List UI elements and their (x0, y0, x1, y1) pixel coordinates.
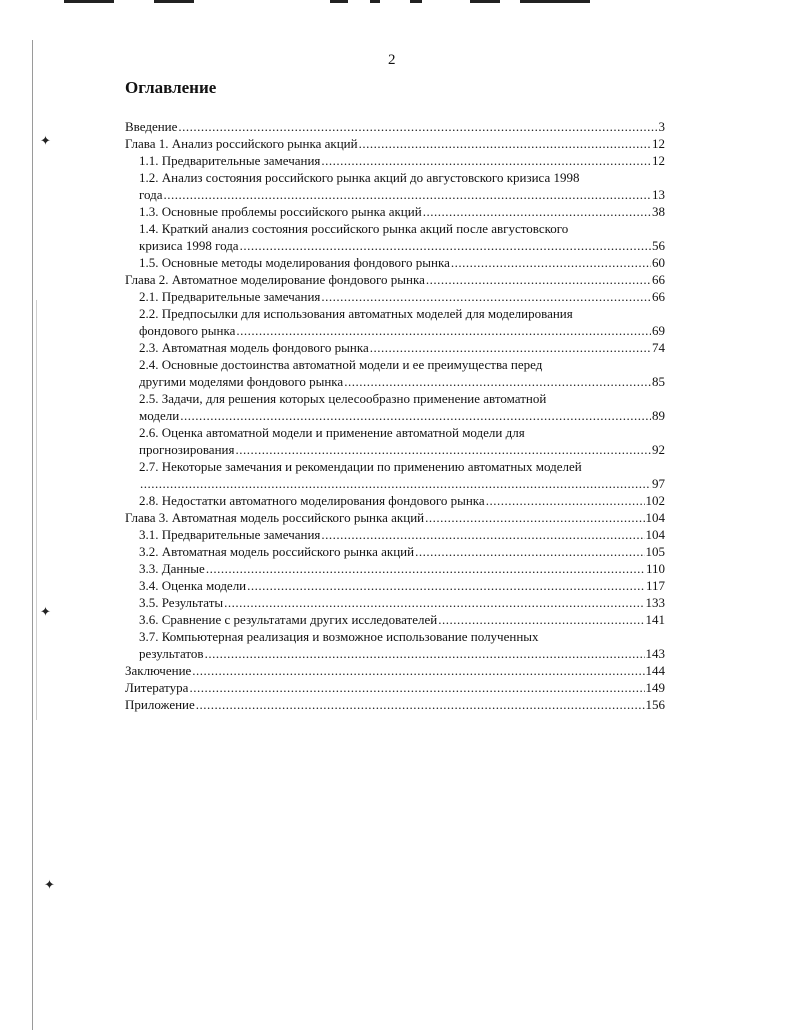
toc-entry-page: 12 (652, 136, 665, 151)
toc-entry-text: 3.1. Предварительные замечания (139, 527, 321, 542)
toc-entry-page: 74 (652, 340, 665, 355)
toc-entry-continuation: кризиса 1998 года (139, 238, 239, 253)
toc-entry-text: Литература (125, 680, 189, 695)
toc-entry-text: 2.6. Оценка автоматной модели и применение автоматной модели для (139, 425, 525, 440)
toc-entry-line-2 (125, 373, 665, 390)
toc-entry-text: 2.7. Некоторые замечания и рекомендации по применению автоматных моделей (139, 459, 582, 474)
scan-artifact-left-edge-faint (36, 300, 37, 720)
toc-entry (125, 543, 665, 560)
toc-entry (125, 254, 665, 271)
toc-title: Оглавление (125, 78, 217, 97)
toc-leader (180, 407, 651, 424)
toc-leader (196, 696, 645, 713)
toc-entry-text: 3.6. Сравнение с результатами других исследователей (139, 612, 438, 627)
toc-entry-text: Глава 1. Анализ российского рынка акций (125, 136, 358, 151)
toc-leader (164, 186, 651, 203)
toc-leader (344, 373, 651, 390)
toc-entry-text: 3.5. Результаты (139, 595, 224, 610)
scan-artifact-left-edge (32, 40, 33, 1030)
toc-entry-text: 2.5. Задачи, для решения которых целесообразно применение автоматной (139, 391, 547, 406)
toc-entry-page: 89 (652, 408, 665, 423)
toc-entry-continuation: модели (139, 408, 180, 423)
toc-entry-text: 1.2. Анализ состояния российского рынка акций до августовского кризиса 1998 (139, 170, 580, 185)
toc-entry-page: 66 (652, 289, 665, 304)
toc-entry-page: 117 (645, 578, 665, 593)
scan-artifact-top-3 (330, 0, 348, 3)
toc-entry-line-2 (125, 441, 665, 458)
toc-leader (451, 254, 651, 271)
hole-punch-mark-icon: ✦ (40, 604, 51, 619)
toc-leader (426, 271, 651, 288)
toc-entry-continuation: фондового рынка (139, 323, 236, 338)
toc-entry-page: 66 (652, 272, 665, 287)
toc-entry (125, 152, 665, 169)
toc-leader (192, 662, 644, 679)
toc-entry (125, 662, 665, 679)
toc-entry (125, 288, 665, 305)
toc-entry-line-1 (125, 356, 665, 373)
table-of-contents (125, 118, 665, 713)
toc-leader (415, 543, 644, 560)
toc-entry-text: Глава 2. Автоматное моделирование фондового рынка (125, 272, 425, 287)
toc-entry-page: 149 (645, 680, 665, 695)
toc-entry-page: 97 (652, 476, 665, 491)
toc-entry-line-1 (125, 458, 665, 475)
toc-entry-page: 12 (652, 153, 665, 168)
toc-leader (240, 237, 651, 254)
toc-entry (125, 611, 665, 628)
toc-entry-continuation: прогнозирования (139, 442, 235, 457)
toc-leader (359, 135, 651, 152)
toc-entry-line-1 (125, 220, 665, 237)
toc-entry-line-1 (125, 390, 665, 407)
toc-leader (205, 645, 645, 662)
toc-entry-page: 143 (645, 646, 665, 661)
toc-entry (125, 492, 665, 509)
toc-entry (125, 577, 665, 594)
toc-leader (425, 509, 644, 526)
toc-entry-text: 1.1. Предварительные замечания (139, 153, 321, 168)
toc-entry-text: Глава 3. Автоматная модель российского рынка акций (125, 510, 425, 525)
hole-punch-mark-icon: ✦ (40, 133, 51, 148)
toc-entry (125, 526, 665, 543)
toc-entry-line-2 (125, 645, 665, 662)
hole-punch-mark-icon: ✦ (44, 877, 55, 892)
toc-entry-page: 38 (652, 204, 665, 219)
toc-entry-page: 133 (645, 595, 665, 610)
scan-artifact-top-5 (410, 0, 422, 3)
toc-entry-line-2 (125, 186, 665, 203)
scan-artifact-top-4 (370, 0, 380, 3)
toc-entry (125, 135, 665, 152)
toc-entry (125, 118, 665, 135)
scan-artifact-top-1 (64, 0, 114, 3)
toc-entry (125, 594, 665, 611)
toc-leader (224, 594, 644, 611)
toc-entry-text: 1.4. Краткий анализ состояния российского рынка акций после августовского (139, 221, 569, 236)
toc-leader (423, 203, 651, 220)
toc-entry-text: 3.4. Оценка модели (139, 578, 247, 593)
toc-entry-text: Введение (125, 119, 178, 134)
toc-entry-continuation: года (139, 187, 163, 202)
toc-entry-line-1 (125, 305, 665, 322)
scan-artifact-top-6 (470, 0, 500, 3)
toc-entry-line-2 (125, 322, 665, 339)
toc-entry-line-2 (125, 407, 665, 424)
toc-leader (236, 322, 651, 339)
toc-leader (321, 152, 651, 169)
toc-entry-text: 1.3. Основные проблемы российского рынка акций (139, 204, 422, 219)
toc-leader (189, 679, 644, 696)
toc-entry-text: 2.1. Предварительные замечания (139, 289, 321, 304)
toc-entry-page: 69 (652, 323, 665, 338)
toc-entry-page: 92 (652, 442, 665, 457)
toc-leader (486, 492, 645, 509)
toc-leader (140, 475, 651, 492)
toc-entry-text: 1.5. Основные методы моделирования фондового рынка (139, 255, 450, 270)
toc-entry-text: 2.3. Автоматная модель фондового рынка (139, 340, 369, 355)
scan-artifact-top-2 (154, 0, 194, 3)
toc-entry-page: 3 (658, 119, 665, 134)
toc-entry-page: 56 (652, 238, 665, 253)
toc-entry (125, 271, 665, 288)
toc-leader (438, 611, 644, 628)
toc-entry-text: 2.2. Предпосылки для использования автоматных моделей для моделирования (139, 306, 573, 321)
toc-entry (125, 339, 665, 356)
toc-entry-text: 3.3. Данные (139, 561, 205, 576)
toc-entry (125, 560, 665, 577)
toc-entry-page: 105 (645, 544, 665, 559)
toc-entry-page: 141 (645, 612, 665, 627)
toc-entry-continuation: другими моделями фондового рынка (139, 374, 344, 389)
toc-leader (235, 441, 651, 458)
page-number: 2 (388, 52, 396, 68)
toc-entry (125, 509, 665, 526)
toc-entry-line-2 (125, 475, 665, 492)
toc-entry-text: 3.2. Автоматная модель российского рынка акций (139, 544, 415, 559)
toc-entry-text: 3.7. Компьютерная реализация и возможное использование полученных (139, 629, 539, 644)
toc-entry-line-2 (125, 237, 665, 254)
toc-entry-line-1 (125, 169, 665, 186)
toc-entry-page: 102 (645, 493, 665, 508)
toc-entry-text: Заключение (125, 663, 192, 678)
toc-entry (125, 696, 665, 713)
toc-entry-line-1 (125, 424, 665, 441)
toc-leader (321, 288, 651, 305)
toc-entry-page: 110 (645, 561, 665, 576)
toc-entry-page: 104 (645, 527, 665, 542)
toc-entry-page: 156 (645, 697, 665, 712)
toc-entry-text: 2.8. Недостатки автоматного моделирования фондового рынка (139, 493, 485, 508)
toc-leader (321, 526, 644, 543)
toc-leader (370, 339, 651, 356)
toc-entry-page: 144 (645, 663, 665, 678)
toc-entry (125, 203, 665, 220)
toc-leader (206, 560, 645, 577)
toc-entry-page: 104 (645, 510, 665, 525)
toc-entry-page: 13 (652, 187, 665, 202)
toc-entry-line-1 (125, 628, 665, 645)
toc-leader (247, 577, 645, 594)
toc-entry-continuation: результатов (139, 646, 204, 661)
toc-leader (178, 118, 657, 135)
toc-entry-page: 60 (652, 255, 665, 270)
toc-entry (125, 679, 665, 696)
scan-artifact-top-7 (520, 0, 590, 3)
toc-entry-text: 2.4. Основные достоинства автоматной модели и ее преимущества перед (139, 357, 543, 372)
toc-entry-page: 85 (652, 374, 665, 389)
toc-entry-text: Приложение (125, 697, 195, 712)
